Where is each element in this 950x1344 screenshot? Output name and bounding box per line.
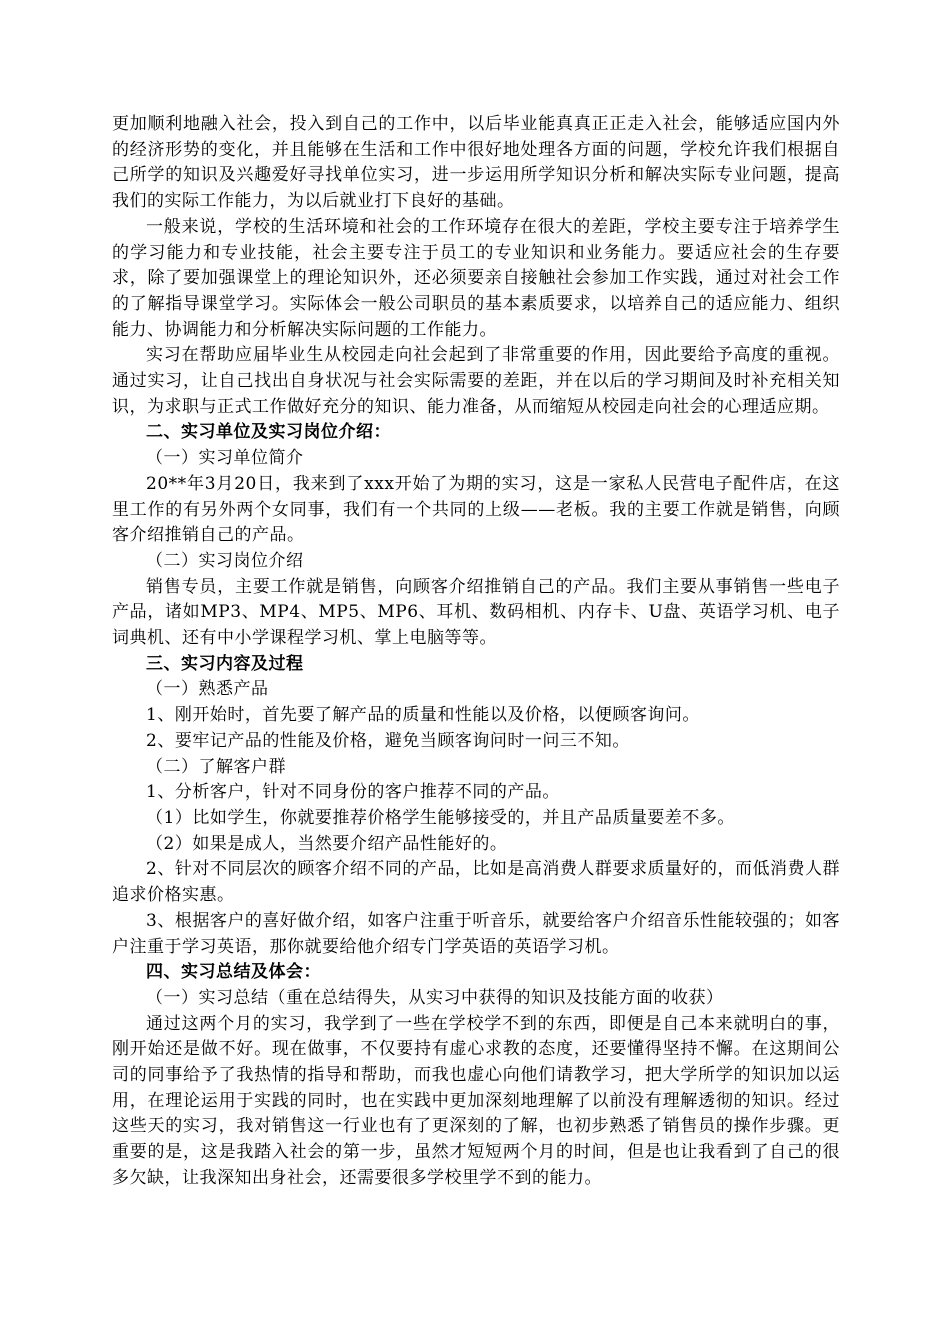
list-item: 1、刚开始时，首先要了解产品的质量和性能以及价格，以便顾客询问。 — [146, 705, 700, 726]
section-heading-2: 二、实习单位及实习岗位介绍： — [146, 422, 391, 443]
paragraph-internship-importance: 实习在帮助应届毕业生从校园走向社会起到了非常重要的作用，因此要给予高度的重视。通过实习，让自己找出自身状况与社会实际需要的差距，并在以后的学习期间及时补充相关知识，为求职与正式工作做好充分的知识、能力准备，从而缩短从校园走向社会的心理适应期。 — [112, 345, 840, 417]
list-item: 3、根据客户的喜好做介绍，如客户注重于听音乐，就要给客户介绍音乐性能较强的；如客户注重于学习英语，那你就要给他介绍专门学英语的英语学习机。 — [112, 910, 840, 957]
list-subitem: （2）如果是成人，当然要介绍产品性能好的。 — [146, 833, 508, 854]
list-item: 1、分析客户，针对不同身份的客户推荐不同的产品。 — [146, 782, 560, 803]
paragraph-school-vs-society: 一般来说，学校的生活环境和社会的工作环境存在很大的差距，学校主要专注于培养学生的学习能力和专业技能，社会主要专注于员工的专业知识和业务能力。要适应社会的生存要求，除了要加强课堂上的理论知识外，还必须要亲自接触社会参加工作实践，通过对社会工作的了解指导课堂学习。实际体会一般公司职员的基本素质要求，以培养自己的适应能力、组织能力、协调能力和分析解决实际问题的工作能力。 — [112, 216, 840, 340]
subheading-know-products: （一）熟悉产品 — [146, 679, 269, 700]
subheading-unit-intro: （一）实习单位简介 — [146, 448, 304, 469]
list-subitem: （1）比如学生，你就要推荐价格学生能够接受的，并且产品质量要差不多。 — [146, 807, 735, 828]
document-page — [112, 112, 840, 1192]
subheading-position-intro: （二）实习岗位介绍 — [146, 550, 304, 571]
paragraph-position-intro: 销售专员，主要工作就是销售，向顾客介绍推销自己的产品。我们主要从事销售一些电子产品，诸如MP3、MP4、MP5、MP6、耳机、数码相机、内存卡、U盘、英语学习机、电子词典机、还有中小学课程学习机、掌上电脑等等。 — [112, 576, 840, 649]
list-item: 2、要牢记产品的性能及价格，避免当顾客询问时一问三不知。 — [146, 730, 630, 751]
paragraph-intro-continued: 更加顺利地融入社会，投入到自己的工作中，以后毕业能真真正正走入社会，能够适应国内外的经济形势的变化，并且能够在生活和工作中很好地处理各方面的问题，学校允许我们根据自己所学的知识及兴趣爱好寻找单位实习，进一步运用所学知识分析和解决实际专业问题，提高我们的实际工作能力，为以后就业打下良好的基础。 — [112, 114, 840, 212]
subheading-know-customers: （二）了解客户群 — [146, 756, 286, 777]
paragraph-summary: 通过这两个月的实习，我学到了一些在学校学不到的东西，即便是自己本来就明白的事，刚开始还是做不好。现在做事，不仅要持有虚心求教的态度，还要懂得坚持不懈。在这期间公司的同事给予了我热情的指导和帮助，而我也虚心向他们请教学习，把大学所学的知识加以运用，在理论运用于实践的同时，也在实践中更加深刻地理解了以前没有理解透彻的知识。经过这些天的实习，我对销售这一行业也有了更深刻的了解，也初步熟悉了销售员的操作步骤。更重要的是，这是我踏入社会的第一步，虽然才短短两个月的时间，但是也让我看到了自己的很多欠缺，让我深知出身社会，还需要很多学校里学不到的能力。 — [112, 1013, 840, 1188]
section-heading-3: 三、实习内容及过程 — [146, 653, 304, 674]
subheading-summary: （一）实习总结（重在总结得失，从实习中获得的知识及技能方面的收获） — [146, 987, 724, 1008]
list-item: 2、针对不同层次的顾客介绍不同的产品，比如是高消费人群要求质量好的，而低消费人群追求价格实惠。 — [112, 859, 840, 906]
section-heading-4: 四、实习总结及体会： — [146, 962, 321, 983]
paragraph-unit-intro: 20**年3月20日，我来到了xxx开始了为期的实习，这是一家私人民营电子配件店，在这里工作的有另外两个女同事，我们有一个共同的上级——老板。我的主要工作就是销售，向顾客介绍推销自己的产品。 — [112, 473, 840, 546]
